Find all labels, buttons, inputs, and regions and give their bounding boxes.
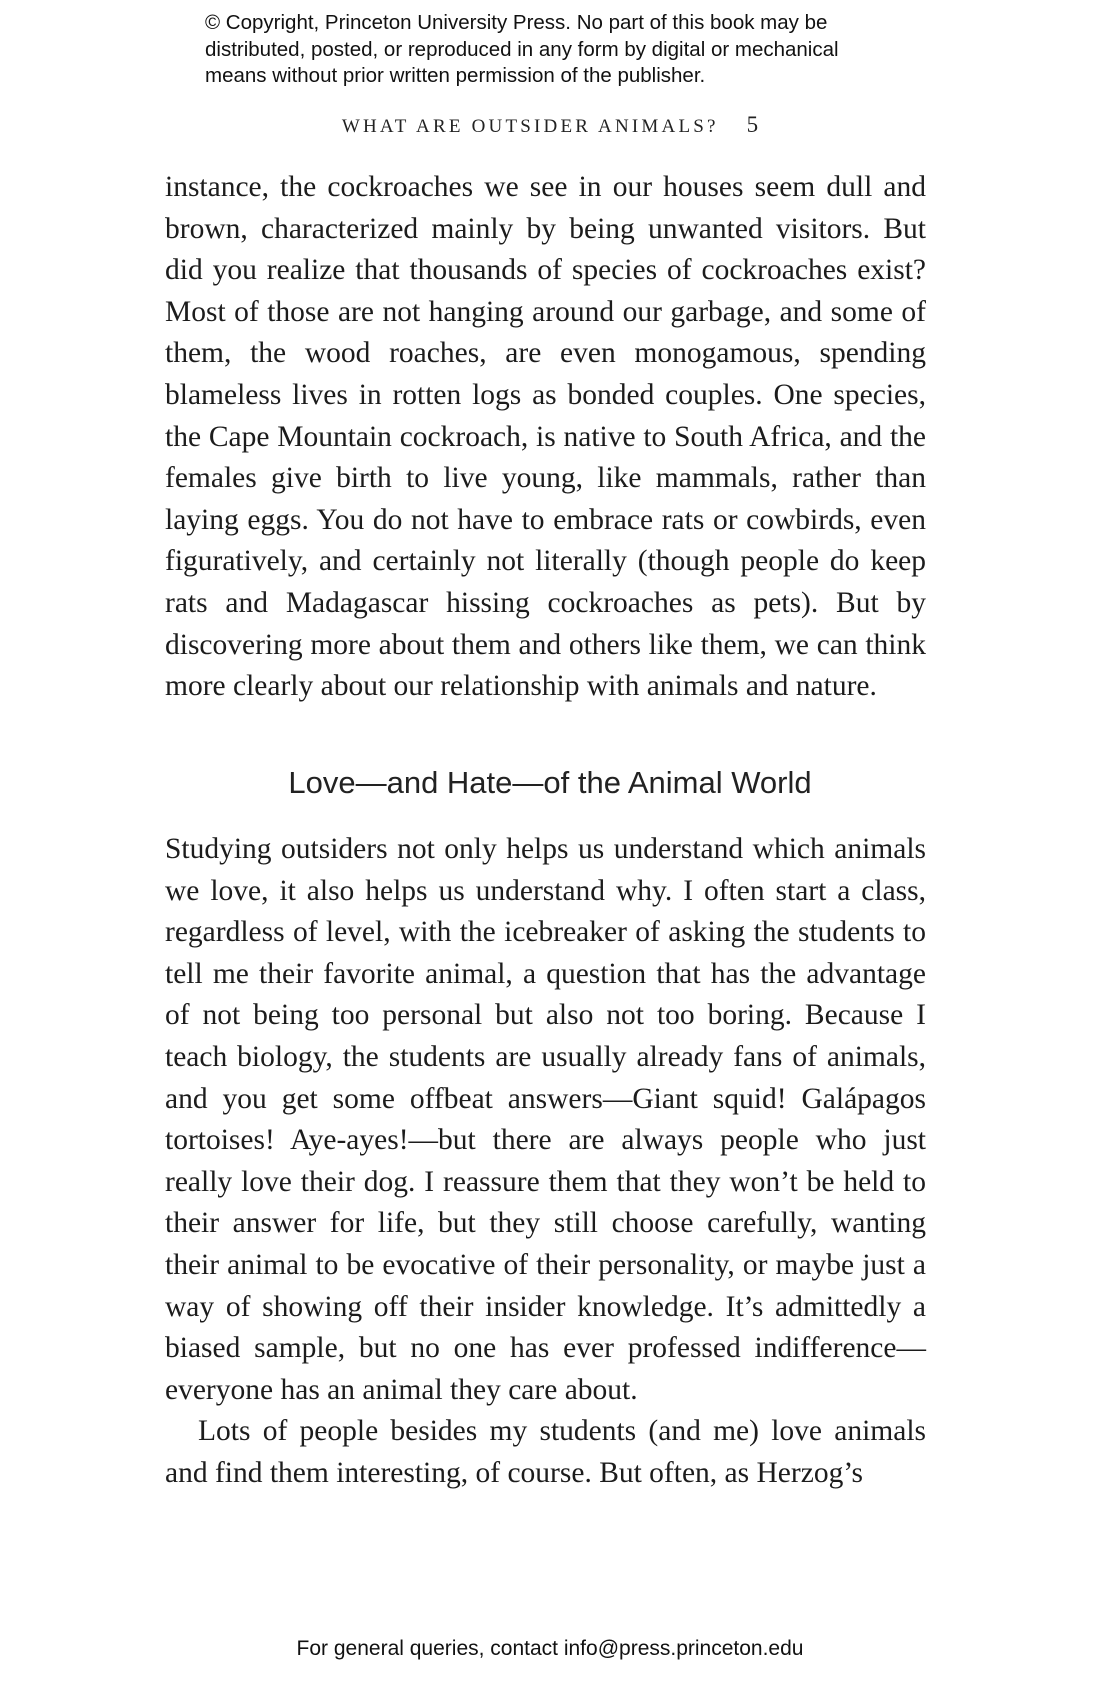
- paragraph: Studying outsiders not only helps us understand which animals we love, it also helps us understand why. I often start a class, regardless of level, with the icebreaker of asking the students to tell me their favorite animal, a question that has the advantage of not being too personal but also not too boring. Because I teach biology, the students are usually already fans of animals, and you get some offbeat answers—Giant squid! Galápagos tortoises! Aye-ayes!—but there are always people who just really love their dog. I reassure them that they won’t be held to their answer for life, but they still choose carefully, wanting their animal to be evocative of their personality, or maybe just a way of showing off their insider knowledge. It’s admittedly a biased sample, but no one has ever professed indifference—everyone has an animal they care about.: [165, 833, 926, 1406]
- copyright-line: © Copyright, Princeton University Press. No part of this book may be: [205, 11, 828, 34]
- body-text-top: [165, 167, 926, 708]
- copyright-line: distributed, posted, or reproduced in any form by digital or mechanical: [205, 37, 839, 61]
- copyright-line: means without prior written permission of the publisher.: [205, 64, 706, 87]
- section-heading: Love—and Hate—of the Animal World: [288, 765, 812, 800]
- footer-contact: For general queries, contact info@press.princeton.edu: [296, 1637, 804, 1660]
- body-text-section: [165, 829, 926, 1495]
- running-title: WHAT ARE OUTSIDER ANIMALS?: [341, 116, 719, 137]
- running-head: [0, 112, 1100, 138]
- paragraph: instance, the cockroaches we see in our houses seem dull and brown, characterized mainly by being unwanted visitors. But did you realize that thousands of species of cockroaches exist? Most of those are not hanging around our garbage, and some of them, the wood roaches, are even monogamous, spending blameless lives in rotten logs as bonded couples. One species, the Cape Mountain cockroach, is native to South Africa, and the females give birth to live young, like mammals, rather than laying eggs. You do not have to embrace rats or cowbirds, even figuratively, and certainly not literally (though people do keep rats and Madagascar hissing cockroaches as pets). But by discovering more about them and others like them, we can think more clearly about our relationship with animals and nature.: [165, 171, 926, 703]
- page-number: 5: [746, 112, 759, 137]
- paragraph: Lots of people besides my students (and me) love animals and find them interesting, of course. But often, as Herzog’s: [165, 1415, 926, 1489]
- copyright-notice: [205, 10, 965, 90]
